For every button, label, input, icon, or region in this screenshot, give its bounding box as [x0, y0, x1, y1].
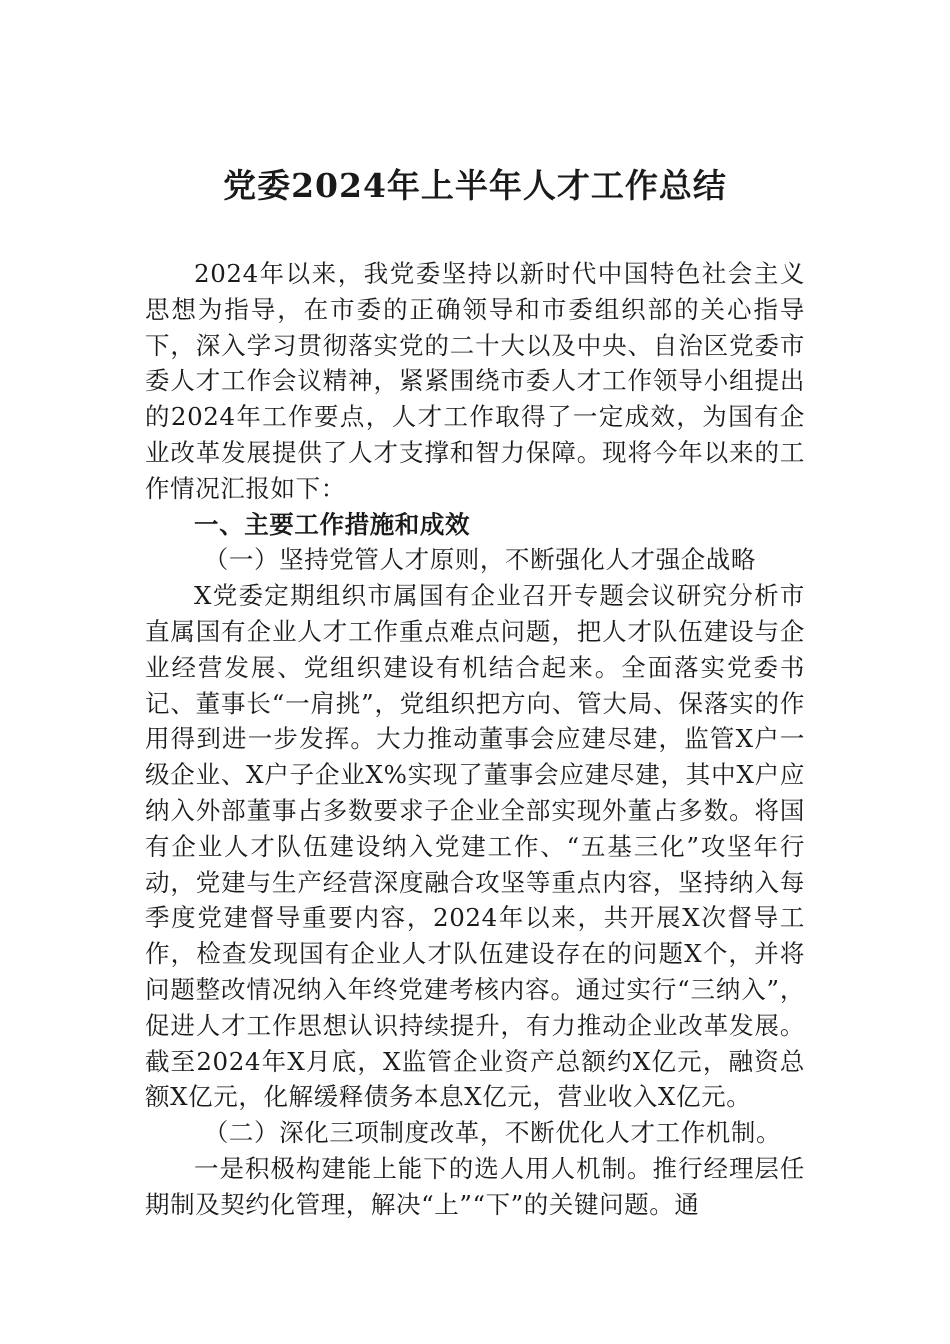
- section-heading-1: 一、主要工作措施和成效: [194, 509, 471, 539]
- document-body: [145, 256, 805, 1223]
- intro-paragraph: 2024年以来，我党委坚持以新时代中国特色社会主义思想为指导，在市委的正确领导和市委组织部的关心指导下，深入学习贯彻落实党的二十大以及中央、自治区党委市委人才工作会议精神，紧紧围绕市委人才工作领导小组提出的2024年工作要点，人才工作取得了一定成效，为国有企业改革发展提供了人才支撑和智力保障。现将今年以来的工作情况汇报如下：: [145, 259, 805, 503]
- document-title: 党委2024年上半年人才工作总结: [223, 166, 727, 205]
- subsection-heading-1: （一）坚持党管人才原则，不断强化人才强企战略: [203, 545, 756, 575]
- body-paragraph-1: X党委定期组织市属国有企业召开专题会议研究分析市直属国有企业人才工作重点难点问题，把人才队伍建设与企业经营发展、党组织建设有机结合起来。全面落实党委书记、董事长“一肩挑”，党组织把方向、管大局、保落实的作用得到进一步发挥。大力推动董事会应建尽建，监管X户一级企业、X户子企业X%实现了董事会应建尽建，其中X户应纳入外部董事占多数要求子企业全部实现外董占多数。将国有企业人才队伍建设纳入党建工作、“五基三化”攻坚年行动，党建与生产经营深度融合攻坚等重点内容，坚持纳入每季度党建督导重要内容，2024年以来，共开展X次督导工作，检查发现国有企业人才队伍建设存在的问题X个，并将问题整改情况纳入年终党建考核内容。通过实行“三纳入”，促进人才工作思想认识持续提升，有力推动企业改革发展。截至2024年X月底，X监管企业资产总额约X亿元，融资总额X亿元，化解缓释债务本息X亿元，营业收入X亿元。: [145, 581, 805, 1112]
- body-paragraph-2: 一是积极构建能上能下的选人用人机制。推行经理层任期制及契约化管理，解决“上”“下”的关键问题。通: [145, 1153, 805, 1219]
- subsection-heading-2: （二）深化三项制度改革，不断优化人才工作机制。: [203, 1118, 782, 1148]
